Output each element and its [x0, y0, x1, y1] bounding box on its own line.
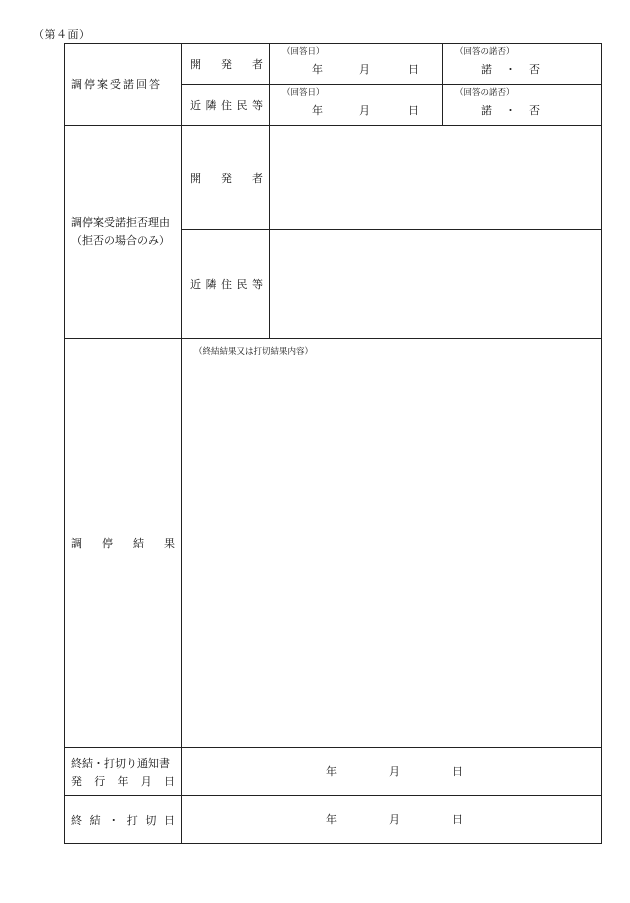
- acceptance-residents-cell: [182, 85, 270, 126]
- acceptance-developer-cell: [182, 44, 270, 85]
- refusal-residents-cell: [182, 230, 270, 339]
- acceptance-label-cell: [65, 44, 182, 126]
- termination-label: 終 結 ・ 打 切 日: [71, 813, 175, 827]
- acceptance-residents-label: 近 隣 住 民 等: [190, 99, 263, 112]
- acceptance-developer-yesno-cell[interactable]: [443, 44, 602, 85]
- answer-date-ymd: 年 月 日: [312, 104, 419, 117]
- refusal-developer-cell: [182, 126, 270, 230]
- yesno-caption: （回答の諾否）: [455, 88, 515, 98]
- result-note: （終結結果又は打切結果内容）: [194, 347, 314, 357]
- refusal-residents-reason-field[interactable]: [270, 230, 602, 339]
- answer-date-ymd: 年 月 日: [312, 63, 419, 76]
- refusal-developer-label: 開 発 者: [190, 172, 263, 185]
- termination-date-ymd: 年 月 日: [326, 812, 463, 826]
- mediation-result-form: [64, 43, 602, 844]
- acceptance-residents-date-cell[interactable]: [270, 85, 443, 126]
- yesno-choice: 諾 ・ 否: [481, 104, 540, 117]
- termination-date-field[interactable]: [182, 796, 602, 844]
- acceptance-developer-date-cell[interactable]: [270, 44, 443, 85]
- acceptance-developer-label: 開 発 者: [190, 58, 263, 71]
- refusal-label-line2: （拒否の場合のみ）: [71, 234, 170, 247]
- refusal-developer-reason-field[interactable]: [270, 126, 602, 230]
- result-label-cell: [65, 339, 182, 748]
- answer-date-caption: （回答日）: [282, 88, 325, 98]
- result-content-field[interactable]: [182, 339, 602, 748]
- refusal-label-cell: [65, 126, 182, 339]
- refusal-residents-label: 近 隣 住 民 等: [190, 278, 263, 291]
- refusal-label-line1: 調停案受諾拒否理由: [71, 216, 170, 229]
- result-label: 調 停 結 果: [71, 537, 175, 550]
- answer-date-caption: （回答日）: [282, 47, 325, 57]
- notice-date-ymd: 年 月 日: [326, 764, 463, 778]
- notice-date-field[interactable]: [182, 748, 602, 796]
- termination-label-cell: [65, 796, 182, 844]
- yesno-choice: 諾 ・ 否: [481, 63, 540, 76]
- notice-label-line2: 発 行 年 月 日: [71, 774, 175, 788]
- acceptance-residents-yesno-cell[interactable]: [443, 85, 602, 126]
- page-label: （第４面）: [33, 28, 91, 41]
- acceptance-label: 調停案受諾回答: [71, 77, 162, 91]
- notice-label-line1: 終結・打切り通知書: [71, 756, 170, 770]
- yesno-caption: （回答の諾否）: [455, 47, 515, 57]
- notice-label-cell: [65, 748, 182, 796]
